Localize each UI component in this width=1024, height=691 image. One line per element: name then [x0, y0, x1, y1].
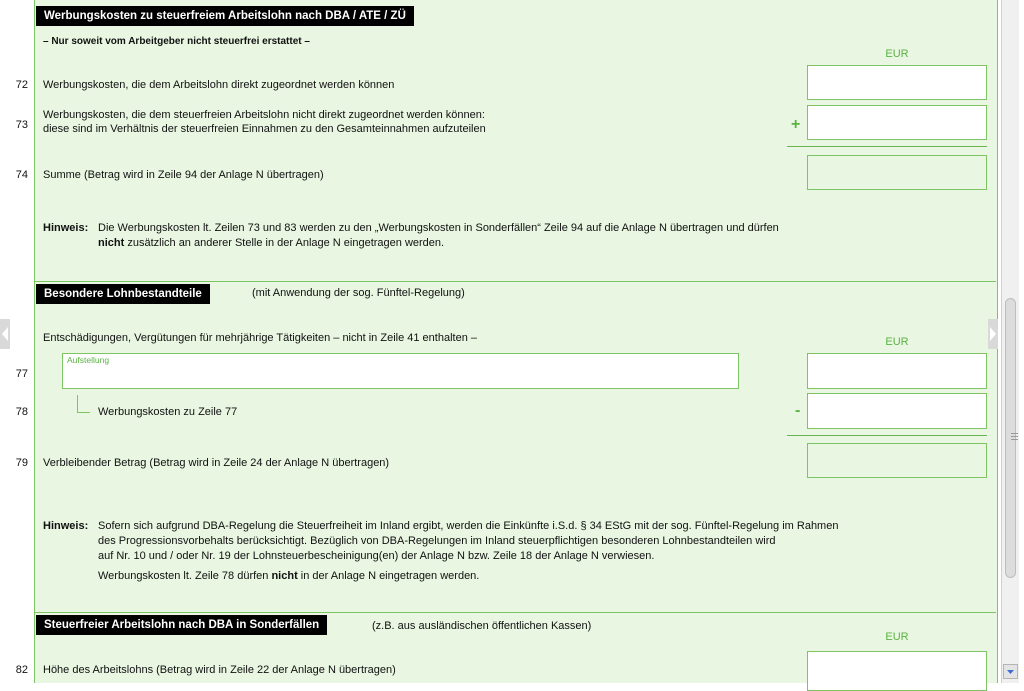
- minus-operator: -: [795, 402, 801, 419]
- row-label: Summe (Betrag wird in Zeile 94 der Anlage N übertragen): [43, 169, 324, 181]
- hint-label: Hinweis:: [43, 520, 89, 532]
- aufstellung-textarea[interactable]: [62, 353, 739, 389]
- section-note: (mit Anwendung der sog. Fünftel-Regelung): [252, 287, 465, 299]
- chevron-right-icon: [988, 319, 998, 349]
- hint-text-line2: des Progressionsvorbehalts berücksichtigt. Bezüglich von DBA-Regelungen im Inland steuerpflichtigen besonderen Lohnbestandteilen wird: [98, 535, 776, 547]
- amount-input-72[interactable]: [807, 65, 987, 100]
- sum-field-74: [807, 155, 987, 190]
- section-header-lohnbestandteile: Besondere Lohnbestandteile: [36, 284, 210, 304]
- row-number: 73: [15, 119, 28, 131]
- sum-line: [787, 435, 987, 436]
- amount-input-78[interactable]: [807, 393, 987, 429]
- row-label: Werbungskosten, die dem Arbeitslohn direkt zugeordnet werden können: [43, 79, 395, 91]
- grip-line: [1011, 439, 1018, 440]
- hint-emphasis: nicht: [271, 570, 298, 582]
- grip-line: [1011, 433, 1018, 434]
- row-label: Verbleibender Betrag (Betrag wird in Zeile 24 der Anlage N übertragen): [43, 457, 390, 469]
- previous-page-button[interactable]: [0, 319, 10, 349]
- hint-text-pre: Werbungskosten lt. Zeile 78 dürfen: [98, 570, 272, 582]
- row-number: 77: [15, 368, 28, 380]
- hint-text: Die Werbungskosten lt. Zeilen 73 und 83 werden zu den „Werbungskosten in Sonderfällen“ Zeile 94 auf die Anlage N übertragen und dürfen: [98, 222, 779, 234]
- row-number: 82: [15, 664, 28, 676]
- hint-text-line3: auf Nr. 10 und / oder Nr. 19 der Lohnsteuerbescheinigung(en) der Anlage N bzw. Zeile 18 der Anlage N verwiesen.: [98, 550, 655, 562]
- hint-text-post: in der Anlage N eingetragen werden.: [297, 570, 480, 582]
- row-label: Werbungskosten, die dem steuerfreien Arbeitslohn nicht direkt zugeordnet werden können:: [43, 109, 485, 121]
- result-field-79: [807, 443, 987, 478]
- hint-emphasis: nicht: [98, 237, 125, 249]
- section-header-werbungskosten: Werbungskosten zu steuerfreiem Arbeitslohn nach DBA / ATE / ZÜ: [36, 6, 414, 26]
- arrow-down-icon: [1004, 669, 1017, 681]
- eur-column-label: EUR: [885, 631, 909, 643]
- amount-input-77[interactable]: [807, 353, 987, 389]
- hint-text-rest: zusätzlich an anderer Stelle in der Anlage N eingetragen werden.: [124, 237, 445, 249]
- chevron-left-icon: [0, 319, 10, 349]
- row-number: 74: [15, 169, 28, 181]
- hint-text-line2: [98, 237, 444, 249]
- eur-column-label: EUR: [885, 336, 909, 348]
- amount-input-73[interactable]: [807, 105, 987, 140]
- row-label: Werbungskosten zu Zeile 77: [98, 406, 238, 418]
- plus-operator: +: [791, 116, 801, 133]
- row-label: Höhe des Arbeitslohns (Betrag wird in Zeile 22 der Anlage N übertragen): [43, 664, 396, 676]
- next-page-button[interactable]: [988, 319, 998, 349]
- section-divider: [34, 612, 996, 613]
- aufstellung-label: Aufstellung: [67, 355, 110, 365]
- section-subtitle: – Nur soweit vom Arbeitgeber nicht steuerfrei erstattet –: [43, 36, 310, 47]
- scroll-down-button[interactable]: [1003, 664, 1018, 679]
- grip-line: [1011, 436, 1018, 437]
- row-label-continued: diese sind im Verhältnis der steuerfreien Einnahmen zu den Gesamteinnahmen aufzuteilen: [43, 123, 486, 135]
- vertical-scrollbar[interactable]: [1001, 0, 1019, 683]
- section-header-dba-sonderfaelle: Steuerfreier Arbeitslohn nach DBA in Sonderfällen: [36, 615, 327, 635]
- row-number: 79: [15, 457, 28, 469]
- sum-line: [787, 146, 987, 147]
- eur-column-label: EUR: [885, 48, 909, 60]
- indent-connector: [77, 395, 90, 413]
- hint-text-line4: [98, 570, 479, 582]
- section-divider: [34, 281, 996, 282]
- amount-input-82[interactable]: [807, 651, 987, 691]
- scrollbar-thumb[interactable]: [1005, 298, 1016, 578]
- row-number: 78: [15, 406, 28, 418]
- hint-text: Sofern sich aufgrund DBA-Regelung die Steuerfreiheit im Inland ergibt, werden die Einkünfte i.S.d. § 34 EStG mit der sog. Fünftel-Regelung im Rahmen: [98, 520, 839, 532]
- row-number: 72: [15, 79, 28, 91]
- hint-label: Hinweis:: [43, 222, 89, 234]
- section-note: (z.B. aus ausländischen öffentlichen Kassen): [372, 620, 592, 632]
- section-intro: Entschädigungen, Vergütungen für mehrjährige Tätigkeiten – nicht in Zeile 41 enthalten –: [43, 332, 477, 344]
